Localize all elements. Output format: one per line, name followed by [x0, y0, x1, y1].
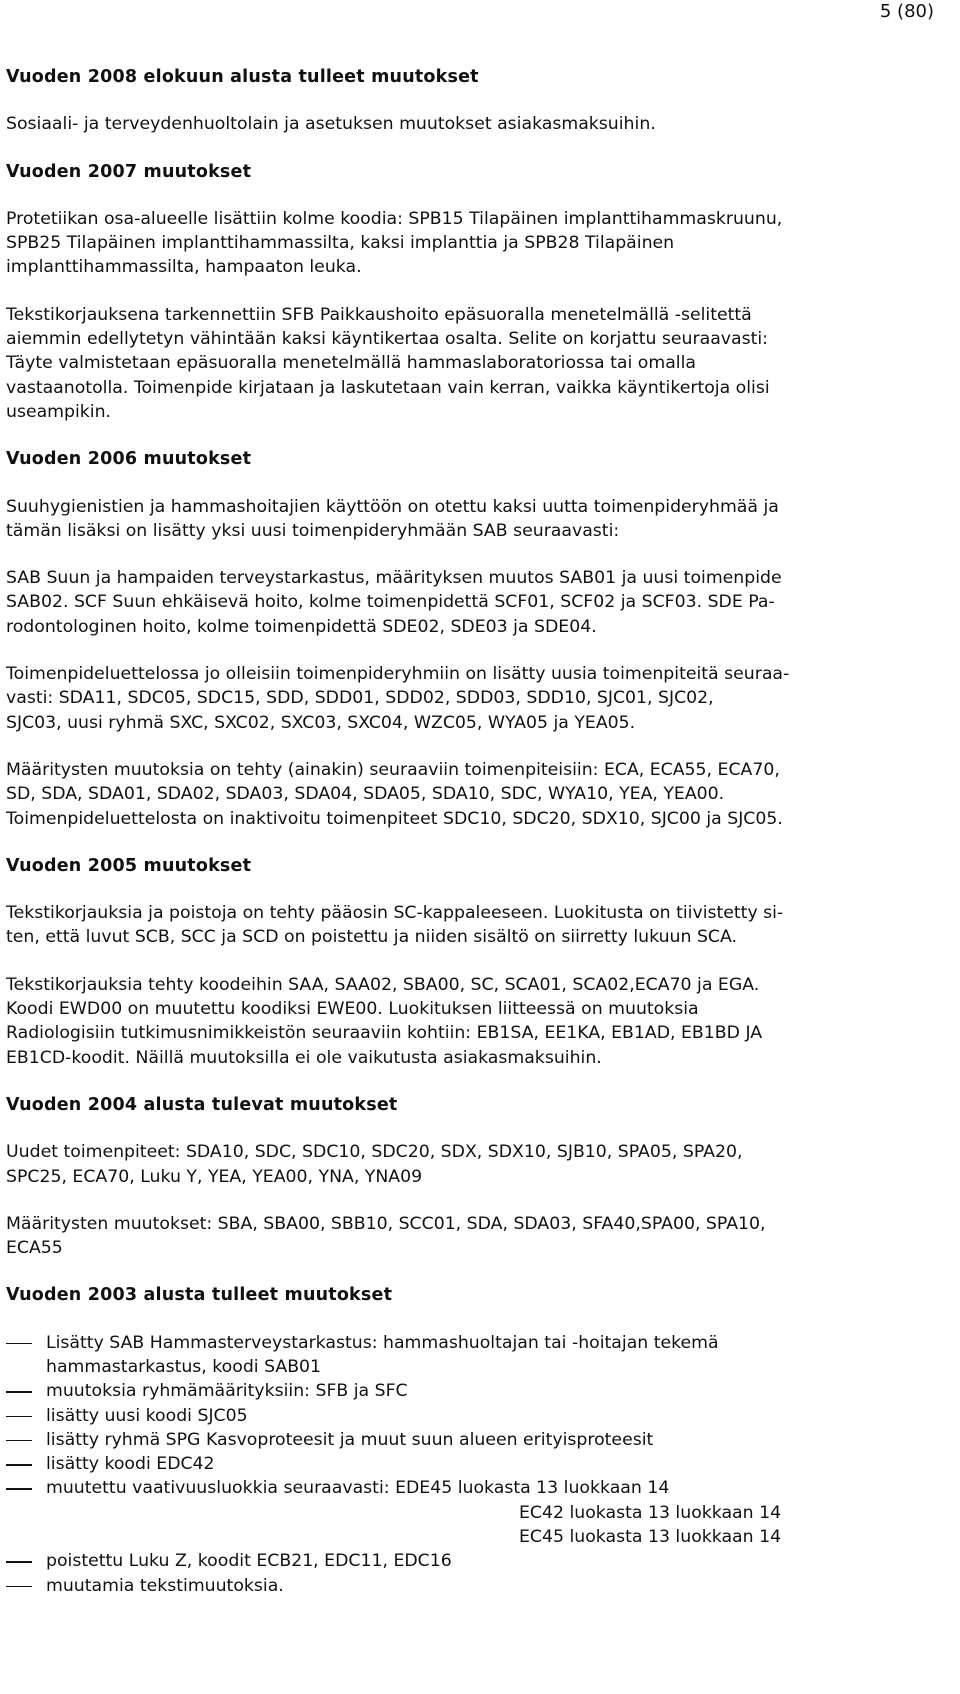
list-item — [6, 1428, 946, 1452]
list-item — [6, 1404, 946, 1428]
section-heading: Vuoden 2003 alusta tulleet muutokset — [6, 1285, 393, 1306]
paragraph — [6, 1140, 946, 1189]
list-item — [6, 1331, 946, 1380]
text-line: vasti: SDA11, SDC05, SDC15, SDD, SDD01, SDD02, SDD03, SDD10, SJC01, SJC02, — [6, 688, 714, 709]
text-line: Toimenpideluettelossa jo olleisiin toimenpideryhmiin on lisätty uusia toimenpiteitä seuraa- — [6, 664, 790, 685]
section-heading: Vuoden 2004 alusta tulevat muutokset — [6, 1094, 398, 1115]
paragraph — [6, 1212, 946, 1261]
text-line: Toimenpideluettelosta on inaktivoitu toimenpiteet SDC10, SDC20, SDX10, SJC00 ja SJC05. — [6, 808, 783, 829]
text-line: ten, että luvut SCB, SCC ja SCD on poistettu ja niiden sisältö on siirretty lukuun SCA. — [6, 927, 737, 948]
text-line: SJC03, uusi ryhmä SXC, SXC02, SXC03, SXC04, WZC05, WYA05 ja YEA05. — [6, 712, 636, 733]
section-heading: Vuoden 2006 muutokset — [6, 449, 252, 470]
text-line: Protetiikan osa-alueelle lisättiin kolme koodia: SPB15 Tilapäinen implanttihammaskruunu, — [6, 208, 783, 229]
text-line: implanttihammassilta, hampaaton leuka. — [6, 257, 362, 278]
text-line: EC45 luokasta 13 luokkaan 14 — [519, 1527, 782, 1548]
text-line: muutoksia ryhmämäärityksiin: SFB ja SFC — [46, 1381, 408, 1402]
paragraph — [6, 303, 946, 424]
text-line: Koodi EWD00 on muutettu koodiksi EWE00. Luokituksen liitteessä on muutoksia — [6, 999, 699, 1020]
page-number: 5 (80) — [879, 1, 934, 22]
paragraph — [6, 973, 946, 1070]
text-line: SPB25 Tilapäinen implanttihammassilta, kaksi implanttia ja SPB28 Tilapäinen — [6, 233, 675, 254]
paragraph: Sosiaali- ja terveydenhuoltolain ja asetuksen muutokset asiakasmaksuihin. — [6, 114, 656, 135]
list-item — [6, 1476, 946, 1549]
text-line: hammastarkastus, koodi SAB01 — [46, 1356, 322, 1377]
text-line: Tekstikorjauksena tarkennettiin SFB Paikkaushoito epäsuoralla menetelmällä -selitettä — [6, 304, 752, 325]
document-body — [6, 65, 946, 1598]
paragraph — [6, 662, 946, 735]
text-line: muutettu vaativuusluokkia seuraavasti: EDE45 luokasta 13 luokkaan 14 — [46, 1478, 670, 1499]
text-line: poistettu Luku Z, koodit ECB21, EDC11, EDC16 — [46, 1551, 452, 1572]
section-2008 — [6, 65, 946, 137]
section-2007 — [6, 160, 946, 425]
text-line: Uudet toimenpiteet: SDA10, SDC, SDC10, SDC20, SDX, SDX10, SJB10, SPA05, SPA20, — [6, 1142, 743, 1163]
text-line: rodontologinen hoito, kolme toimenpidettä SDE02, SDE03 ja SDE04. — [6, 616, 597, 637]
text-line: tämän lisäksi on lisätty yksi uusi toimenpideryhmään SAB seuraavasti: — [6, 520, 620, 541]
paragraph — [6, 901, 946, 950]
section-heading: Vuoden 2005 muutokset — [6, 855, 252, 876]
text-line: vastaanotolla. Toimenpide kirjataan ja laskutetaan vain kerran, vaikka käyntikertoja olisi — [6, 377, 770, 398]
section-heading: Vuoden 2008 elokuun alusta tulleet muutokset — [6, 67, 479, 87]
section-2005 — [6, 854, 946, 1070]
text-line: SPC25, ECA70, Luku Y, YEA, YEA00, YNA, YNA09 — [6, 1166, 423, 1187]
list-item — [6, 1549, 946, 1573]
text-line: Suuhygienistien ja hammashoitajien käyttöön on otettu kaksi uutta toimenpideryhmää ja — [6, 496, 779, 517]
text-line: Tekstikorjauksia ja poistoja on tehty pääosin SC-kappaleeseen. Luokitusta on tiivistetty si- — [6, 903, 784, 924]
paragraph — [6, 566, 946, 639]
text-line: EC42 luokasta 13 luokkaan 14 — [519, 1502, 782, 1523]
text-line: SD, SDA, SDA01, SDA02, SDA03, SDA04, SDA05, SDA10, SDC, WYA10, YEA, YEA00. — [6, 784, 725, 805]
text-line: Määritysten muutoksia on tehty (ainakin) seuraaviin toimenpiteisiin: ECA, ECA55, ECA70, — [6, 759, 780, 780]
text-line: Määritysten muutokset: SBA, SBA00, SBB10, SCC01, SDA, SDA03, SFA40,SPA00, SPA10, — [6, 1213, 766, 1234]
text-line: SAB02. SCF Suun ehkäisevä hoito, kolme toimenpidettä SCF01, SCF02 ja SCF03. SDE Pa- — [6, 592, 775, 613]
text-line: SAB Suun ja hampaiden terveystarkastus, määrityksen muutos SAB01 ja uusi toimenpide — [6, 568, 782, 589]
paragraph — [6, 758, 946, 831]
text-line: ECA55 — [6, 1238, 63, 1259]
list-item — [6, 1379, 946, 1403]
section-heading: Vuoden 2007 muutokset — [6, 161, 252, 182]
text-line: lisätty uusi koodi SJC05 — [46, 1405, 248, 1426]
list-item — [6, 1574, 946, 1598]
text-line: Tekstikorjauksia tehty koodeihin SAA, SAA02, SBA00, SC, SCA01, SCA02,ECA70 ja EGA. — [6, 974, 760, 995]
section-2004 — [6, 1093, 946, 1260]
text-line: lisätty koodi EDC42 — [46, 1454, 215, 1475]
list-item — [6, 1452, 946, 1476]
text-line: Täyte valmistetaan epäsuoralla menetelmällä hammaslaboratoriossa tai omalla — [6, 353, 696, 374]
paragraph — [6, 495, 946, 544]
paragraph — [6, 207, 946, 280]
text-line: Lisätty SAB Hammasterveystarkastus: hammashuoltajan tai -hoitajan tekemä — [46, 1332, 719, 1353]
text-line: Radiologisiin tutkimusnimikkeistön seuraaviin kohtiin: EB1SA, EE1KA, EB1AD, EB1BD JA — [6, 1023, 763, 1044]
text-line: EB1CD-koodit. Näillä muutoksilla ei ole vaikutusta asiakasmaksuihin. — [6, 1047, 602, 1068]
section-2006 — [6, 447, 946, 831]
text-line: useampikin. — [6, 401, 112, 422]
text-line: muutamia tekstimuutoksia. — [46, 1575, 284, 1596]
text-line: aiemmin edellytetyn vähintään kaksi käyntikertaa osalta. Selite on korjattu seuraavasti: — [6, 329, 769, 350]
text-line: lisätty ryhmä SPG Kasvoproteesit ja muut suun alueen erityisproteesit — [46, 1429, 654, 1450]
section-2003 — [6, 1283, 946, 1598]
change-list — [6, 1331, 946, 1598]
